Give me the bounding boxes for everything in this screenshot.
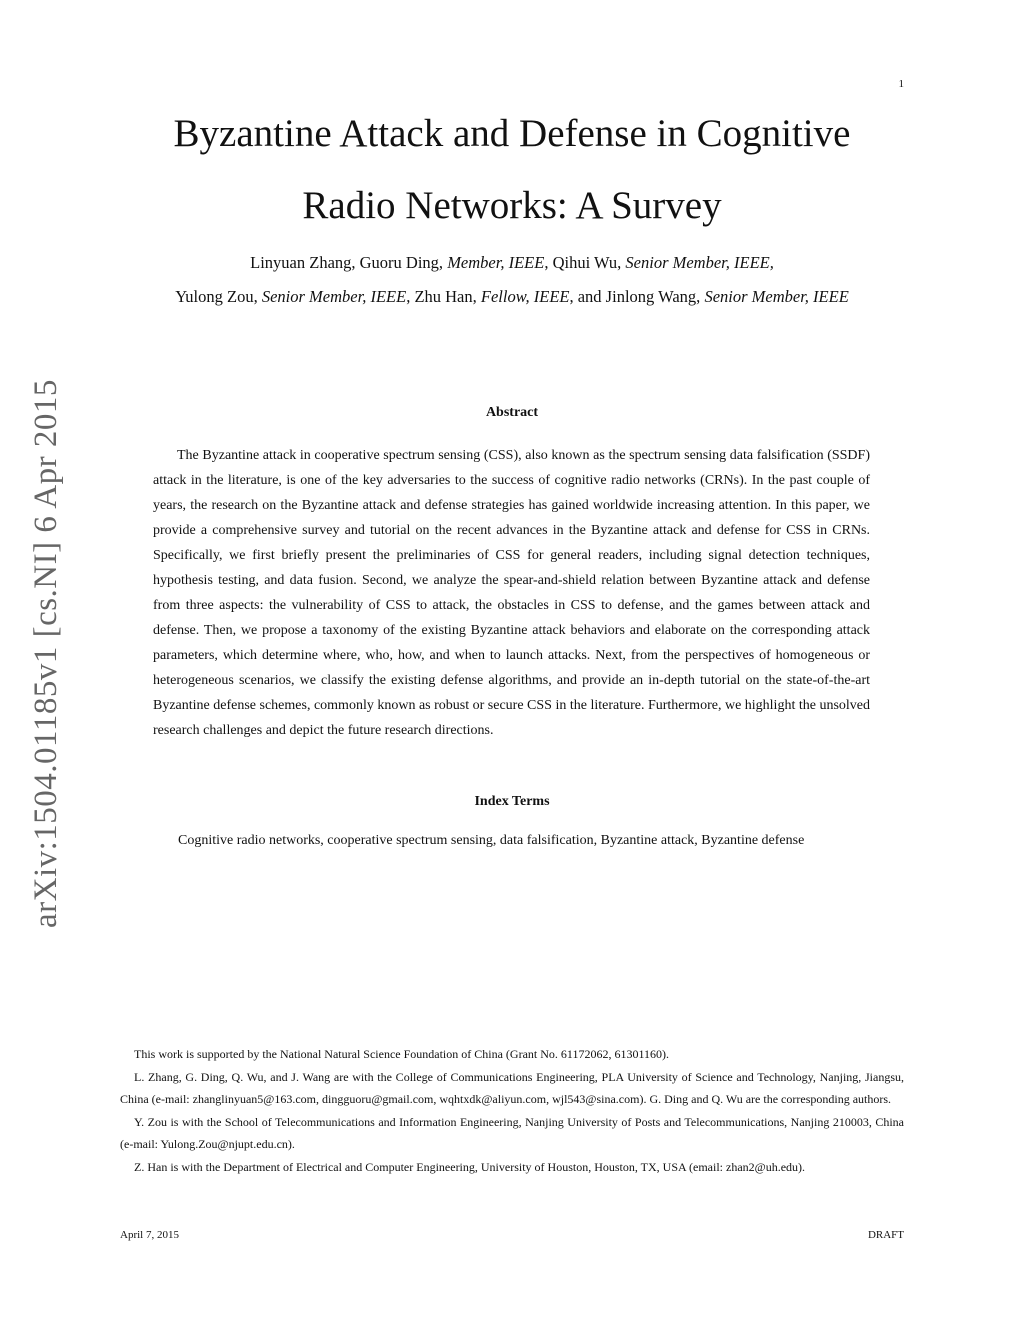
page-number: 1 — [898, 78, 904, 90]
index-terms-heading: Index Terms — [474, 794, 550, 809]
author-affiliation: Member, IEEE — [447, 253, 545, 272]
footnote-affiliation-houston: Z. Han is with the Department of Electrical and Computer Engineering, University of Houston, Houston, TX, USA (email: zhan2@uh.edu). — [134, 1159, 806, 1174]
abstract-heading: Abstract — [485, 405, 539, 420]
author-affiliation: Fellow, IEEE — [480, 287, 570, 306]
arxiv-identifier[interactable]: arXiv:1504.01185v1 [cs.NI] 6 Apr 2015 — [28, 379, 64, 928]
footnotes — [120, 1043, 904, 1179]
author-affiliation: Senior Member, IEEE — [704, 287, 849, 306]
footnote-funding: This work is supported by the National Natural Science Foundation of China (Grant No. 61172062, 61301160). — [134, 1047, 670, 1061]
abstract-text: The Byzantine attack in cooperative spectrum sensing (CSS), also known as the spectrum sensing data falsification (SSDF) attack in the literature, is one of the key adversaries to the success of cognitive radio networks (CRNs). In the past couple of years, the research on the Byzantine attack and defense strategies has gained worldwide increasing attention. In this paper, we provide a comprehensive survey and tutorial on the recent advances in the Byzantine attack and defense for CSS in CRNs. Specifically, we first briefly present the preliminaries of CSS for general readers, including signal detection techniques, hypothesis testing, and data fusion. Second, we analyze the spear-and-shield relation between Byzantine attack and defense from three aspects: the vulnerability of CSS to attack, the obstacles in CSS to defense, and the games between attack and defense. Then, we propose a taxonomy of the existing Byzantine attack behaviors and elaborate on the corresponding attack parameters, which determine where, who, how, and when to launch attacks. Next, from the perspectives of homogeneous or heterogeneous scenarios, we classify the existing defense algorithms, and provide an in-depth tutorial on the state-of-the-art Byzantine defense schemes, commonly known as robust or secure CSS in the literature. Furthermore, we highlight the unsolved research challenges and depict the future research directions. — [153, 448, 870, 738]
paper-title-line-1: Byzantine Attack and Defense in Cognitive — [173, 112, 851, 155]
paper-title-line-2: Radio Networks: A Survey — [302, 184, 722, 227]
author-segment: , Qihui Wu, — [544, 253, 626, 272]
footnote-affiliation-pla: L. Zhang, G. Ding, Q. Wu, and J. Wang are with the College of Communications Engineering, PLA University of Science and Technology, Nanjing, Jiangsu, China (e-mail: zhanglinyuan5@163.com, dingguoru@gmail.com, wqhtxdk@aliyun.com, wjl543@sina.com). G. Ding and Q. Wu are the corresponding authors. — [120, 1069, 904, 1107]
author-segment: , and Jinlong Wang, — [569, 287, 705, 306]
author-line-2 — [0, 287, 1024, 307]
footer-date: April 7, 2015 — [120, 1229, 179, 1241]
author-line-1 — [0, 253, 1024, 273]
author-affiliation: Senior Member, IEEE — [261, 287, 407, 306]
author-segment: Yulong Zou, — [175, 287, 262, 306]
footer-draft-label: DRAFT — [867, 1229, 904, 1241]
author-segment: , Zhu Han, — [406, 287, 481, 306]
author-segment: Linyuan Zhang, Guoru Ding, — [250, 253, 448, 272]
abstract-body — [153, 443, 870, 743]
footnote-affiliation-njupt: Y. Zou is with the School of Telecommunications and Information Engineering, Nanjing University of Posts and Telecommunications, Nanjing 210003, China (e-mail: Yulong.Zou@njupt.edu.cn). — [120, 1114, 904, 1152]
author-affiliation: Senior Member, IEEE, — [625, 253, 774, 272]
index-terms-text: Cognitive radio networks, cooperative spectrum sensing, data falsification, Byzantine attack, Byzantine defense — [178, 833, 805, 848]
